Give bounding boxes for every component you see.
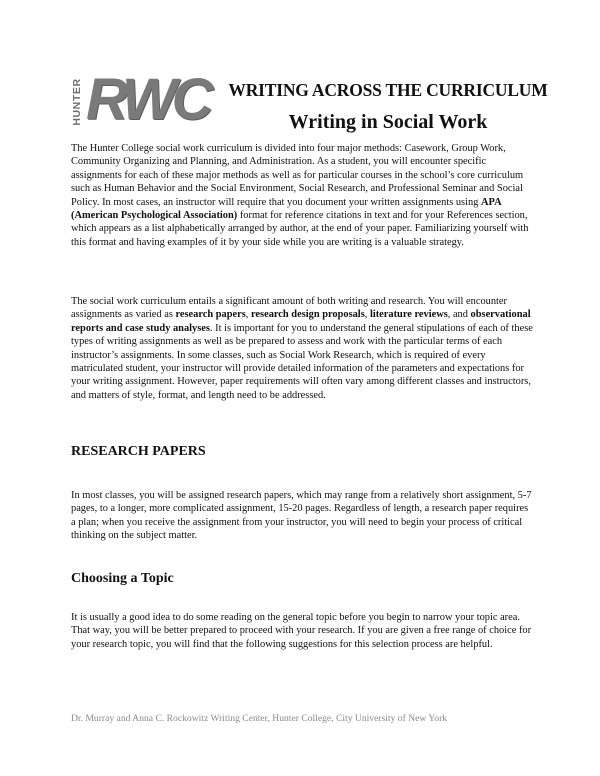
bold-term-observational-reports: observational reports and case study analyses: [71, 309, 531, 334]
research-papers-paragraph: In most classes, you will be assigned research papers, which may range from a relatively short assignment, 5-7 pages, to a longer, more complicated assignment, 15-20 pages. Regardless of length, a research paper requires a plan; when you receive the assignment from your instructor, you will need to begin your process of critical thinking on the subject matter.: [71, 490, 532, 542]
intro-paragraph-2: [71, 295, 533, 402]
text-run: The social work curriculum entails a significant amount of both writing and research. You will encounter assignments as varied as: [71, 296, 508, 321]
rwc-logo: [70, 67, 220, 132]
apa-bold-text: APA (American Psychological Association): [71, 196, 501, 222]
choosing-topic-paragraph: It is usually a good idea to do some reading on the general topic before you begin to narrow your topic area. That way, you will be better prepared to proceed with your research. If you are given a free range of choice for your research topic, you will find that the following suggestions for this selection process are helpful.: [71, 612, 532, 650]
text-run: The Hunter College social work curriculum is divided into four major methods: Casework, Group Work, Community Organizing and Planning, and Administration. As a student, you will encounter specific assignments for each of these major methods as well as for particular courses in the school’s core curriculum such as Human Behavior and the Social Environment, Social Research, and Professional Seminar and Social Policy. In most cases, an instructor will require that you document your written assignments using: [71, 143, 524, 208]
section-heading-choosing-topic: Choosing a Topic: [71, 571, 174, 586]
section-heading-research-papers: RESEARCH PAPERS: [71, 444, 206, 459]
intro-paragraph-1: [71, 142, 533, 249]
logo-hunter-text: [70, 76, 84, 128]
text-run: format for reference citations in text and for your References section, which appears as a list alphabetically arranged by author, at the end of your paper. Familiarizing yourself with this format and having examples of it by your side while you are writing is a valuable strategy.: [71, 210, 529, 248]
logo-hunter-label: HUNTER: [71, 78, 83, 126]
bold-term-research-papers: research papers: [175, 309, 246, 321]
bold-term-research-design-proposals: research design proposals: [251, 309, 365, 321]
text-run: ,: [245, 309, 251, 321]
page-title: WRITING ACROSS THE CURRICULUM: [228, 80, 548, 100]
page-subtitle: Writing in Social Work: [288, 111, 488, 133]
logo-rwc-text: RWC: [86, 67, 209, 132]
page-footer: Dr. Murray and Anna C. Rockowitz Writing Center, Hunter College, City University of New York: [71, 713, 448, 724]
text-run: ,: [364, 309, 370, 321]
text-run: , and: [447, 309, 471, 321]
bold-term-literature-reviews: literature reviews: [369, 309, 448, 321]
text-run: . It is important for you to understand the general stipulations of each of these types of writing assignments as well as be prepared to assess and work with the particular terms of each instructor’s assignments. In some classes, such as Social Work Research, which is required of every matriculated student, your instructor will provide detailed information of the parameters and expectations for your writing assignment. However, paper requirements will often vary among different classes and instructors, and matters of style, format, and length need to be addressed.: [71, 322, 533, 401]
